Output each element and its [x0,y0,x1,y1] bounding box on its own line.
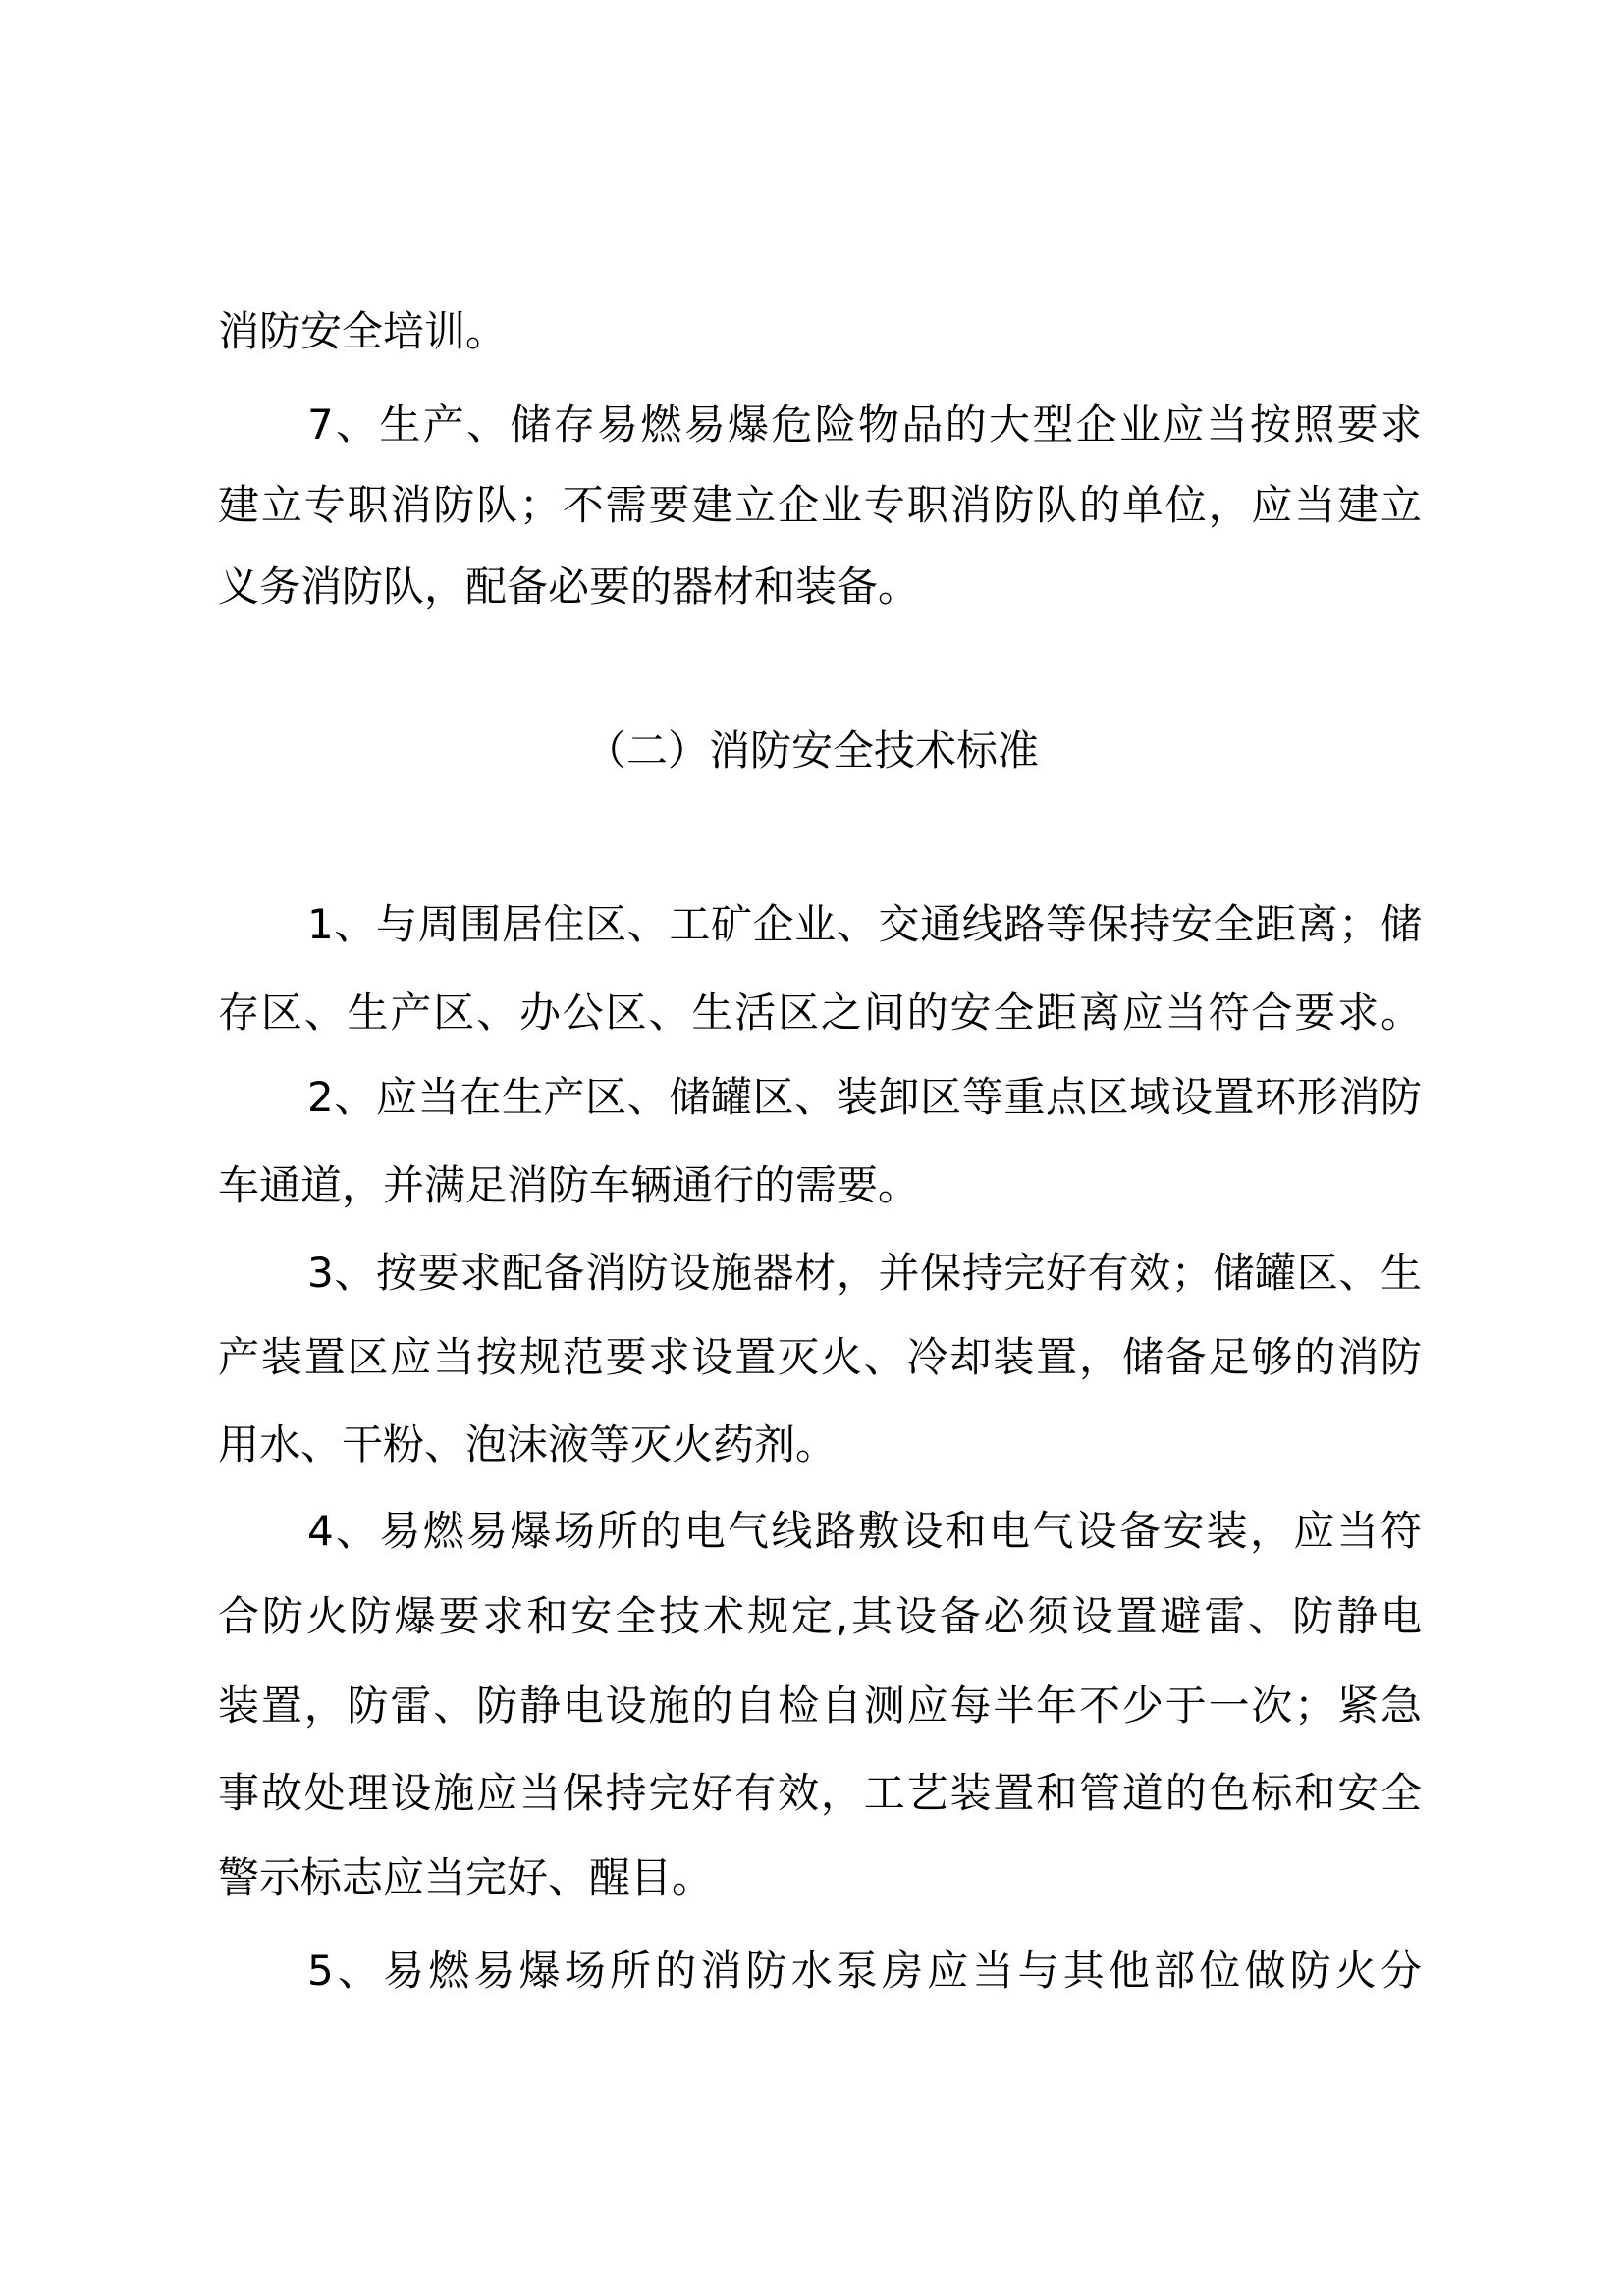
item-4-line-4: 事故处理设施应当保持完好有效，工艺装置和管道的色标和安全 [218,1769,1422,1817]
item-2-line-2: 车通道，并满足消防车辆通行的需要。 [218,1161,920,1209]
item-3-line-2: 产装置区应当按规范要求设置灭火、冷却装置，储备足够的消防 [218,1333,1422,1381]
item-4-line-3: 装置，防雷、防静电设施的自检自测应每半年不少于一次；紧急 [218,1682,1422,1730]
section-heading-text: （二）消防安全技术标准 [584,726,1039,774]
section-heading [0,723,1624,778]
item-5-line-1: 5、易燃易爆场所的消防水泵房应当与其他部位做防火分 [307,1947,1422,1995]
item-3-line-1: 3、按要求配备消防设施器材，并保持完好有效；储罐区、生 [307,1249,1422,1297]
item-1-line-2: 存区、生产区、办公区、生活区之间的安全距离应当符合要求。 [218,988,1422,1037]
paragraph-continuation-line: 消防安全培训。 [218,307,508,355]
item-4-line-1: 4、易燃易爆场所的电气线路敷设和电气设备安装，应当符 [307,1507,1422,1555]
item-7-line-1: 7、生产、储存易燃易爆危险物品的大型企业应当按照要求 [307,400,1422,449]
item-2-line-1: 2、应当在生产区、储罐区、装卸区等重点区域设置环形消防 [307,1073,1422,1121]
item-7-line-2: 建立专职消防队；不需要建立企业专职消防队的单位，应当建立 [218,481,1422,529]
item-4-line-2: 合防火防爆要求和安全技术规定,其设备必须设置避雷、防静电 [218,1592,1422,1640]
item-1-line-1: 1、与周围居住区、工矿企业、交通线路等保持安全距离；储 [307,900,1422,948]
item-7-line-3: 义务消防队，配备必要的器材和装备。 [218,562,920,611]
item-4-line-5: 警示标志应当完好、醒目。 [218,1853,714,1901]
item-3-line-3: 用水、干粉、泡沫液等灭火药剂。 [218,1420,838,1468]
